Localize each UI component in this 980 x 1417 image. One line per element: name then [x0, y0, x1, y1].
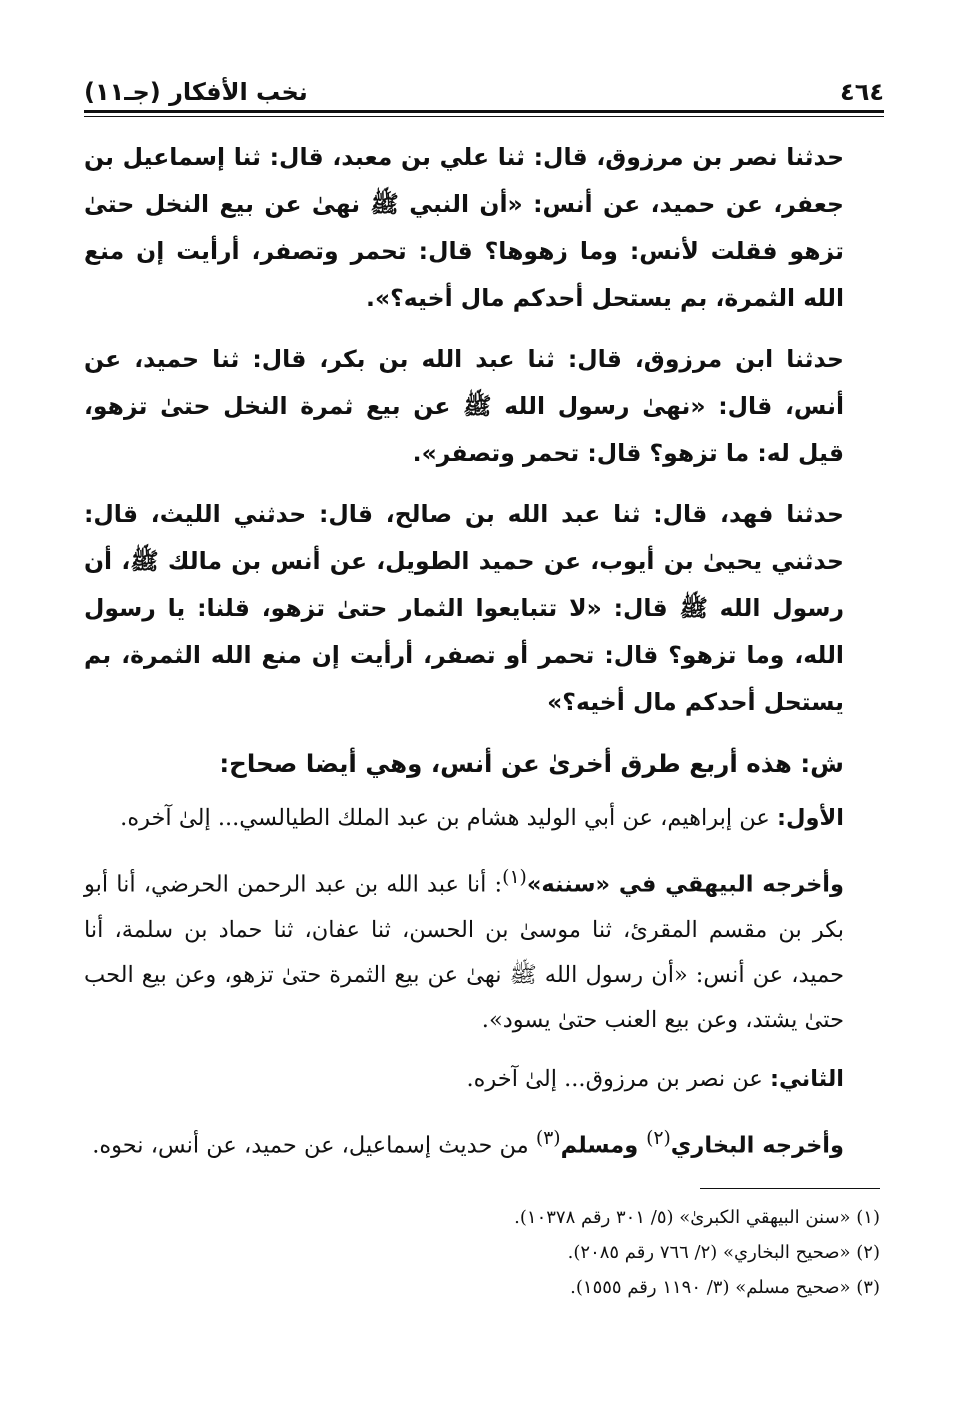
second-route-text: عن نصر بن مرزوق... إلىٰ آخره.	[466, 1065, 770, 1092]
paragraph-bayhaqi	[84, 855, 880, 1043]
bukhari-label: وأخرجه البخاري	[670, 1132, 844, 1158]
footnote-3: (٣) «صحيح مسلم» (٣/ ١١٩٠ رقم ١٥٥٥).	[570, 1277, 880, 1298]
footnote-ref-3[interactable]: (٣)	[535, 1127, 561, 1149]
bayhaqi-label: وأخرجه البيهقي في «سننه»	[526, 871, 844, 898]
footnote-separator	[700, 1188, 880, 1189]
paragraph-hadith-1: حدثنا نصر بن مرزوق، قال: ثنا علي بن معبد، قال: ثنا إسماعيل بن جعفر، عن حميد، عن أنس: «أن النبي ﷺ نهىٰ عن بيع النخل حتىٰ تزهو فقلت لأنس: وما زهوها؟ قال: تحمر وتصفر، أرأيت إن منع الله الثمرة، بم يستحل أحدكم مال أخيه؟».	[84, 143, 844, 312]
footnote-ref-2[interactable]: (٢)	[646, 1127, 671, 1149]
paragraph-first-route	[84, 796, 880, 841]
paragraph-hadith-2: حدثنا ابن مرزوق، قال: ثنا عبد الله بن بكر، قال: ثنا حميد، عن أنس، قال: «نهىٰ رسول الله ﷺ عن بيع ثمرة النخل حتىٰ تزهو، قيل له: ما تزهو؟ قال: تحمر وتصفر».	[84, 345, 844, 467]
header-rule-thick	[84, 110, 884, 113]
bukhari-muslim-text: من حديث إسماعيل، عن حميد، عن أنس، نحوه.	[92, 1132, 536, 1158]
first-route-text: عن إبراهيم، عن أبي الوليد هشام بن عبد الملك الطيالسي... إلىٰ آخره.	[120, 805, 778, 831]
paragraph-commentary-heading: ش: هذه أربع طرق أخرىٰ عن أنس، وهي أيضا صحاح:	[219, 749, 844, 778]
muslim-label: ومسلم	[560, 1132, 647, 1158]
main-text	[84, 134, 880, 1182]
book-title: نخب الأفكار (جـ١١)	[84, 78, 308, 106]
first-route-label: الأول:	[777, 805, 844, 831]
paragraph-second-route	[84, 1057, 880, 1102]
bayhaqi-text: : أنا عبد الله بن عبد الرحمن الحرضي، أنا أبو بكر بن مقسم المقرئ، ثنا موسىٰ بن الحسن، ثنا عفان، ثنا حماد بن سلمة، أنا حميد، عن أنس: «أن رسول الله ﷺ نهىٰ عن بيع الثمرة حتىٰ تزهو، وعن بيع الحب حتىٰ يشتد، وعن بيع العنب حتىٰ يسود».	[84, 871, 844, 1033]
second-route-label: الثاني:	[769, 1065, 844, 1092]
footnote-2: (٢) «صحيح البخاري» (٢/ ٧٦٦ رقم ٢٠٨٥).	[567, 1242, 880, 1263]
page-number: ٤٦٤	[840, 78, 884, 106]
page-header	[84, 62, 884, 106]
header-rule-thin	[84, 116, 884, 117]
footnote-1: (١) «سنن البيهقي الكبرىٰ» (٥/ ٣٠١ رقم ١٠٣٧٨).	[514, 1207, 880, 1228]
paragraph-hadith-3: حدثنا فهد، قال: ثنا عبد الله بن صالح، قال: حدثني الليث، قال: حدثني يحيىٰ بن أيوب، عن حميد الطويل، عن أنس بن مالك ﷺ، أن رسول الله ﷺ قال: «لا تتبايعوا الثمار حتىٰ تزهو، قلنا: يا رسول الله، وما تزهو؟ قال: تحمر أو تصفر، أرأيت إن منع الله الثمرة، بم يستحل أحدكم مال أخيه؟»	[84, 500, 844, 716]
paragraph-bukhari-muslim	[84, 1116, 880, 1169]
footnotes	[84, 1200, 880, 1305]
footnote-ref-1[interactable]: (١)	[502, 867, 527, 888]
